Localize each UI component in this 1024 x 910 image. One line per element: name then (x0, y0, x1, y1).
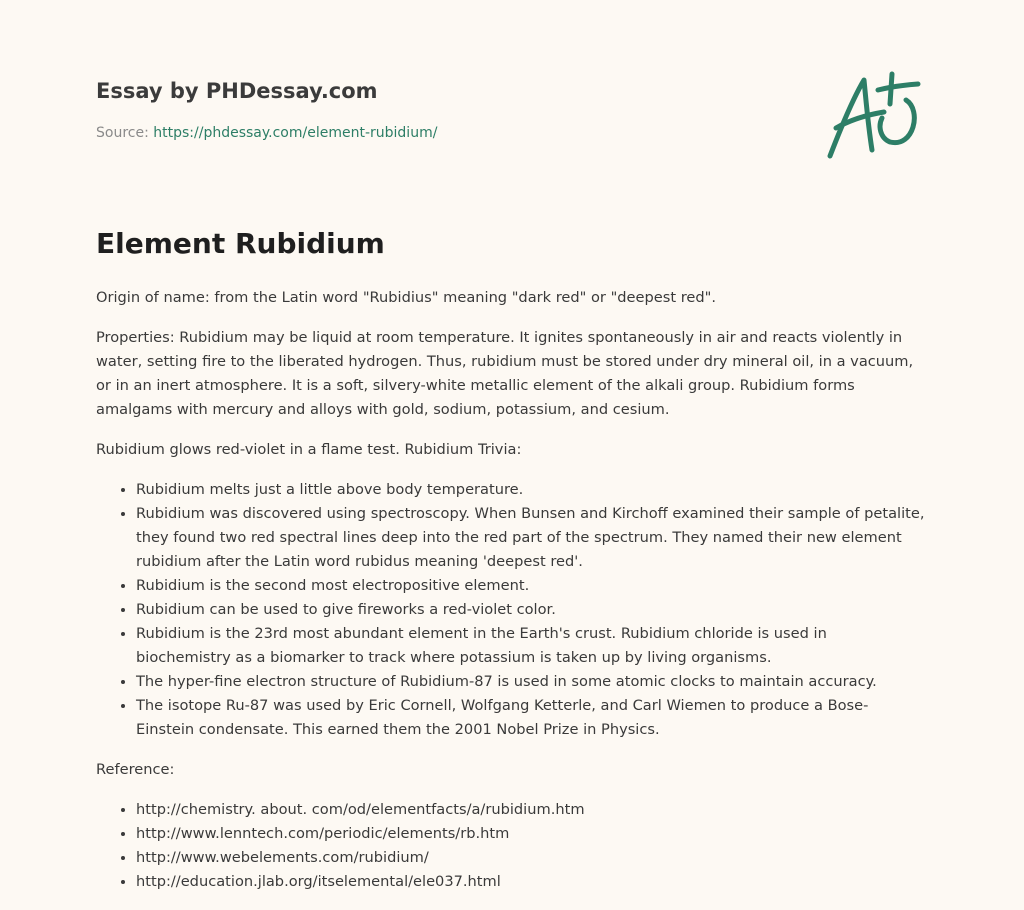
list-item: • Rubidium is the second most electropositive element. (136, 574, 926, 598)
list-item: • http://education.jlab.org/itselemental/ele037.html (136, 870, 926, 894)
list-item: • Rubidium melts just a little above body temperature. (136, 478, 926, 502)
list-item: • Rubidium is the 23rd most abundant element in the Earth's crust. Rubidium chloride is used in biochemistry as a biomarker to track where potassium is taken up by living organisms. (136, 622, 926, 670)
article-title: Element Rubidium (96, 227, 385, 260)
source-link[interactable]: https://phdessay.com/element-rubidium/ (153, 125, 438, 141)
reference-list (96, 798, 926, 894)
list-item: • The hyper-fine electron structure of Rubidium-87 is used in some atomic clocks to maintain accuracy. (136, 670, 926, 694)
list-item: • http://www.webelements.com/rubidium/ (136, 846, 926, 870)
list-item: • The isotope Ru-87 was used by Eric Cornell, Wolfgang Ketterle, and Carl Wiemen to produce a Bose-Einstein condensate. This earned them the 2001 Nobel Prize in Physics. (136, 694, 926, 742)
paragraph-properties: Properties: Rubidium may be liquid at room temperature. It ignites spontaneously in air and reacts violently in water, setting fire to the liberated hydrogen. Thus, rubidium must be stored under dry mineral oil, in a vacuum, or in an inert atmosphere. It is a soft, silvery-white metallic element of the alkali group. Rubidium forms amalgams with mercury and alloys with gold, sodium, potassium, and cesium. (96, 329, 914, 418)
source-label: Source: (96, 125, 149, 141)
site-brand: Essay by PHDessay.com (96, 79, 378, 103)
paragraph-origin: Origin of name: from the Latin word "Rubidius" meaning "dark red" or "deepest red". (96, 289, 716, 306)
paragraph-flame-test: Rubidium glows red-violet in a flame test. Rubidium Trivia: (96, 441, 522, 458)
reference-label: Reference: (96, 761, 175, 778)
article-body (96, 286, 926, 910)
list-item: • Rubidium can be used to give fireworks a red-violet color. (136, 598, 926, 622)
source-line (96, 124, 437, 142)
list-item: • Rubidium was discovered using spectroscopy. When Bunsen and Kirchoff examined their sample of petalite, they found two red spectral lines deep into the red part of the spectrum. They named their new element rubidium after the Latin word rubidus meaning 'deepest red'. (136, 502, 926, 574)
a-plus-logo-icon (822, 70, 926, 164)
trivia-list (96, 478, 926, 742)
list-item: • http://www.lenntech.com/periodic/elements/rb.htm (136, 822, 926, 846)
list-item: • http://chemistry. about. com/od/elementfacts/a/rubidium.htm (136, 798, 926, 822)
